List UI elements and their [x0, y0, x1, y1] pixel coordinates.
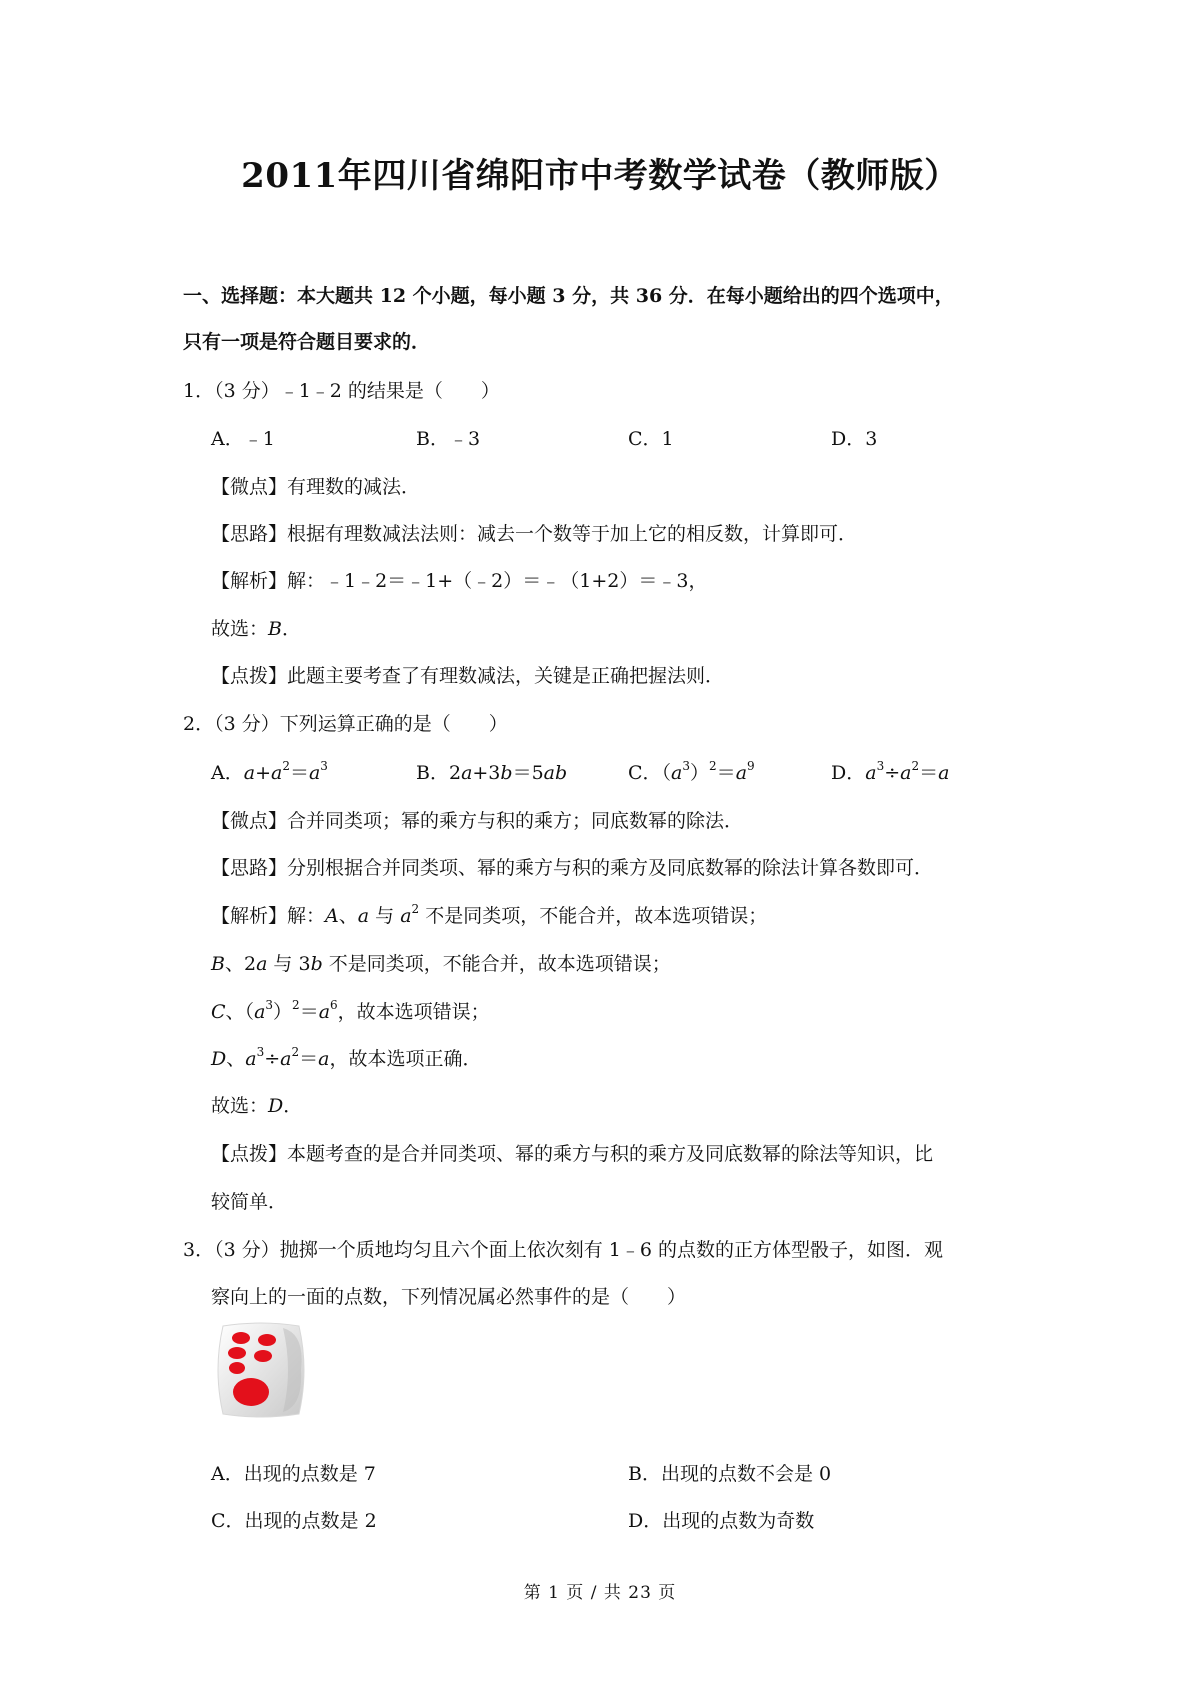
q2-jiexi-e: 2 — [411, 902, 420, 916]
q1-silu: 【思路】根据有理数减法法则：减去一个数等于加上它的相反数，计算即可． — [211, 523, 858, 545]
page-title: 2011年四川省绵阳市中考数学试卷（教师版） — [241, 156, 959, 196]
q2d-t2: ÷ — [884, 762, 901, 784]
q2b-pre: B．2 — [416, 762, 462, 784]
q2-lb-p2: 与 3 — [267, 953, 311, 975]
q2-lc-p1: 、（ — [225, 1001, 255, 1023]
q2c-t2: ） — [690, 762, 710, 784]
q2b-t5: ab — [543, 762, 568, 784]
q2-jiexi-post: 不是同类项，不能合并，故本选项错误； — [419, 905, 768, 927]
q2-answer — [211, 1093, 302, 1119]
q2-ld-e2: 2 — [291, 1045, 300, 1059]
q1-option-c: C．1 — [628, 428, 674, 450]
q2-lc-e3: 6 — [330, 998, 338, 1012]
q2a-pre: A． — [211, 762, 244, 784]
q2-lb-B: B — [211, 953, 225, 975]
q2-ld-a1: a — [245, 1048, 257, 1070]
q2d-t4: ＝ — [919, 762, 939, 784]
q1-jiexi: 【解析】解：﹣1﹣2＝﹣1+（﹣2）＝﹣（1+2）＝﹣3， — [211, 570, 708, 592]
q2-answer-letter: D — [268, 1095, 284, 1117]
q2-option-c — [628, 760, 755, 788]
q1-option-d: D．3 — [831, 428, 878, 450]
q2-jiexi-a1: a — [357, 905, 370, 927]
q2b-t2: +3 — [472, 762, 501, 784]
q2-lb-a: a — [256, 953, 268, 975]
q2c-t3: ＝ — [716, 762, 736, 784]
section-heading-line2: 只有一项是符合题目要求的． — [183, 331, 431, 353]
q1-stem: 1．（3 分）﹣1﹣2 的结果是（ ） — [183, 380, 500, 402]
q2-line-b — [211, 951, 671, 977]
q2-jiexi-yu: 与 — [369, 905, 401, 927]
q2-lb-p1: 、2 — [224, 953, 257, 975]
q2-ld-D: D — [211, 1048, 227, 1070]
q1-answer — [211, 616, 301, 642]
q2-jiexi-sep: 、 — [338, 905, 358, 927]
dice-pip — [232, 1332, 250, 1344]
q2-ld-a2: a — [280, 1048, 292, 1070]
dice-image — [213, 1320, 309, 1420]
q2-dianbo-line2: 较简单． — [211, 1191, 288, 1213]
q2a-t4: ＝ — [289, 762, 309, 784]
dice-pip — [229, 1362, 245, 1374]
q2c-t4: a — [735, 762, 748, 784]
q2d-t1: a — [865, 762, 877, 784]
q2c-e3: 9 — [747, 759, 755, 773]
q2-dianbo-line1: 【点拨】本题考查的是合并同类项、幂的乘方与积的乘方及同底数幂的除法等知识，比 — [211, 1143, 934, 1165]
q1-answer-letter: B — [268, 618, 282, 640]
q2a-e2: 3 — [320, 759, 328, 773]
q3-option-b: B．出现的点数不会是 0 — [628, 1463, 832, 1485]
q2-option-d — [831, 760, 949, 788]
q2d-t3: a — [900, 762, 912, 784]
q1-answer-prefix: 故选： — [211, 618, 269, 640]
q2-lb-p3: 不是同类项，不能合并，故本选项错误； — [322, 953, 671, 975]
q2c-pre: C．（ — [628, 762, 672, 784]
q2d-e2: 2 — [911, 759, 920, 773]
section-heading-line1: 一、选择题：本大题共 12 个小题，每小题 3 分，共 36 分．在每小题给出的四个选项中， — [183, 285, 954, 307]
q2-lc-p2: ） — [273, 1001, 293, 1023]
q2d-pre: D． — [831, 762, 866, 784]
q2c-t1: a — [671, 762, 683, 784]
q2-jiexi-a2: a — [400, 905, 412, 927]
q2-lc-e2: 2 — [292, 998, 300, 1012]
q2d-t5: a — [938, 762, 950, 784]
q2-jiexi — [211, 903, 767, 931]
q2-option-b — [416, 760, 567, 786]
q2a-t1: a — [243, 762, 256, 784]
q1-dianbo: 【点拨】此题主要考查了有理数减法，关键是正确把握法则． — [211, 665, 725, 687]
q2-line-c — [211, 999, 490, 1027]
q2a-e1: 2 — [282, 759, 290, 773]
q2-stem: 2．（3 分）下列运算正确的是（ ） — [183, 713, 508, 735]
q2-ld-e1: 3 — [256, 1045, 265, 1059]
q2-weidian: 【微点】合并同类项；幂的乘方与积的乘方；同底数幂的除法． — [211, 810, 744, 832]
q1-option-b: B．﹣3 — [416, 428, 481, 450]
q2b-t3: b — [500, 762, 513, 784]
q2a-t3: a — [270, 762, 283, 784]
q2-lc-C: C — [211, 1001, 226, 1023]
q2-ld-p2: ÷ — [264, 1048, 281, 1070]
q2c-e2: 2 — [709, 759, 717, 773]
q2-answer-prefix: 故选： — [211, 1095, 269, 1117]
q3-stem-line1: 3．（3 分）抛掷一个质地均匀且六个面上依次刻有 1﹣6 的点数的正方体型骰子，如图．观 — [183, 1239, 943, 1261]
q2b-t1: a — [461, 762, 473, 784]
dice-pip — [228, 1347, 246, 1359]
q2-jiexi-pre: 【解析】解： — [211, 905, 326, 927]
q2-ld-a3: a — [318, 1048, 330, 1070]
dice-pip — [254, 1350, 272, 1362]
q2-lc-p4: ，故本选项错误； — [337, 1001, 490, 1023]
q3-option-a: A．出现的点数是 7 — [211, 1463, 376, 1485]
q2b-t4: ＝5 — [512, 762, 544, 784]
q2-jiexi-A: A — [325, 905, 339, 927]
q2a-t2: + — [255, 762, 271, 784]
q3-stem-line2: 察向上的一面的点数，下列情况属必然事件的是（ ） — [211, 1286, 687, 1308]
q3-option-d: D．出现的点数为奇数 — [628, 1510, 815, 1532]
q2d-e1: 3 — [876, 759, 885, 773]
q2-lc-p3: ＝ — [299, 1001, 319, 1023]
q2-ld-p3: ＝ — [299, 1048, 319, 1070]
q2-lc-e1: 3 — [265, 998, 274, 1012]
q1-option-a: A．﹣1 — [211, 428, 275, 450]
q2c-e1: 3 — [682, 759, 691, 773]
dice-pip-large — [233, 1378, 269, 1406]
q2-lc-a1: a — [254, 1001, 266, 1023]
page-footer: 第 1 页 / 共 23 页 — [523, 1583, 677, 1603]
q2-line-d — [211, 1046, 481, 1074]
q2-ld-p1: 、 — [226, 1048, 246, 1070]
q2-option-a — [211, 760, 328, 788]
q2-silu: 【思路】分别根据合并同类项、幂的乘方与积的乘方及同底数幂的除法计算各数即可． — [211, 857, 934, 879]
q2-lc-a2: a — [318, 1001, 331, 1023]
q2-answer-suffix: ． — [283, 1095, 303, 1117]
q3-option-c: C．出现的点数是 2 — [211, 1510, 377, 1532]
dice-pip — [258, 1334, 276, 1346]
q1-answer-suffix: ． — [281, 618, 301, 640]
q2-lb-b: b — [310, 953, 323, 975]
q2a-t5: a — [308, 762, 321, 784]
q2-ld-p4: ，故本选项正确． — [329, 1048, 482, 1070]
q1-weidian: 【微点】有理数的减法． — [211, 476, 421, 498]
